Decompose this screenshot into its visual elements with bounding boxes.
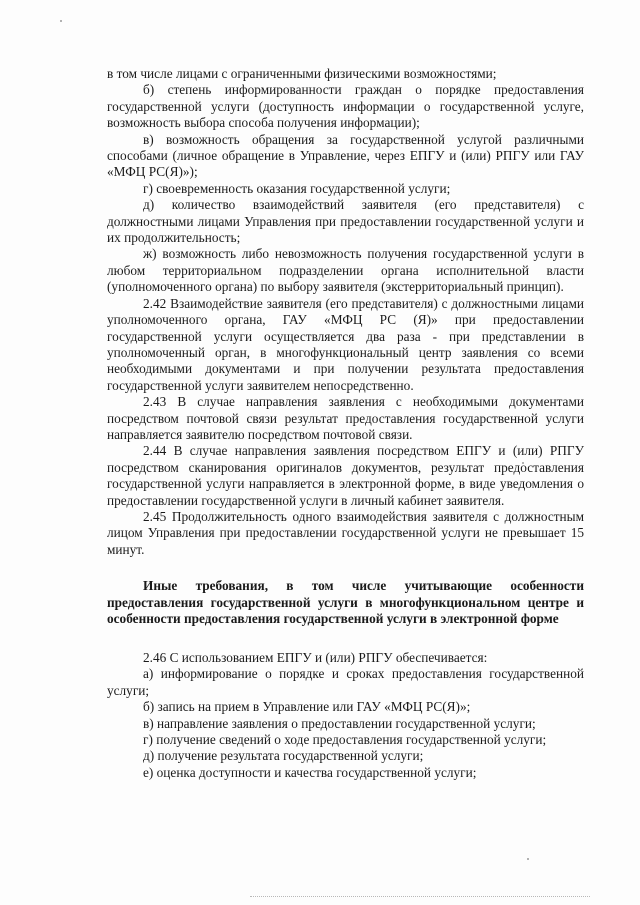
section-intro: 2.46 С использованием ЕПГУ и (или) РПГУ обеспечивается:	[143, 649, 488, 665]
list-item: д) получение результата государственной услуги;	[143, 748, 424, 764]
paragraph: 2.44 В случае направления заявления посредством ЕПГУ и (или) РПГУ посредством сканирования оригиналов документов, результат предоставления государственной услуги направляется в электронной форме, в виде уведомления о предоставлении государственной услуги в личный кабинет заявителя.	[107, 443, 584, 508]
list-item: г) получение сведений о ходе предоставления государственной услуги;	[143, 732, 547, 747]
page-bottom-edge	[250, 896, 590, 897]
paragraph: 2.42 Взаимодействие заявителя (его представителя) с должностными лицами уполномоченного органа, ГАУ «МФЦ РС (Я)» при предоставлении государственной услуги осуществляется два раза - при представлении в уполномоченный орган, в многофункциональный центр заявления со всеми необходимыми документами и при получении результата предоставления государственной услуги заявителем непосредственно.	[107, 295, 584, 393]
paragraph: ж) возможность либо невозможность получения государственной услуги в любом территориальном подразделении органа исполнительной власти (уполномоченного органа) по выбору заявителя (экстерриториальный принцип).	[107, 246, 584, 295]
paragraph: д) количество взаимодействий заявителя (его представителя) с должностными лицами Управления при предоставлении государственной услуги и их продолжительность;	[107, 197, 584, 246]
paragraph: в) возможность обращения за государственной услугой различными способами (личное обращение в Управление, через ЕПГУ и (или) РПГУ или ГАУ «МФЦ РС(Я)»);	[107, 131, 584, 180]
scan-speck	[60, 20, 62, 22]
list-item: в) направление заявления о предоставлении государственной услуги;	[143, 715, 536, 731]
list-item: е) оценка доступности и качества государственной услуги;	[143, 764, 477, 780]
document-body	[107, 66, 584, 781]
paragraph: г) своевременность оказания государственной услуги;	[143, 180, 451, 196]
paragraph: 2.43 В случае направления заявления с необходимыми документами посредством почтовой связи результат предоставления государственной услуги направляется заявителю посредством почтовой связи.	[107, 394, 584, 442]
paragraph: в том числе лицами с ограниченными физическими возможностями;	[107, 66, 497, 81]
paragraph: б) степень информированности граждан о порядке предоставления государственной услуги (доступность информации о государственной услуге, возможность выбора способа получения информации);	[107, 82, 584, 131]
list-item: а) информирование о порядке и сроках предоставления государственной услуги;	[107, 666, 584, 698]
scan-speck	[527, 858, 529, 860]
paragraph: 2.45 Продолжительность одного взаимодействия заявителя с должностным лицом Управления при предоставлении государственной услуги не превышает 15 минут.	[107, 508, 584, 557]
section-heading: Иные требования, в том числе учитывающие особенности предоставления государственной услуги в многофункциональном центре и особенности предоставления государственной услуги в электронной форме	[107, 578, 584, 627]
list-item: б) запись на прием в Управление или ГАУ «МФЦ РС(Я)»;	[143, 699, 471, 715]
